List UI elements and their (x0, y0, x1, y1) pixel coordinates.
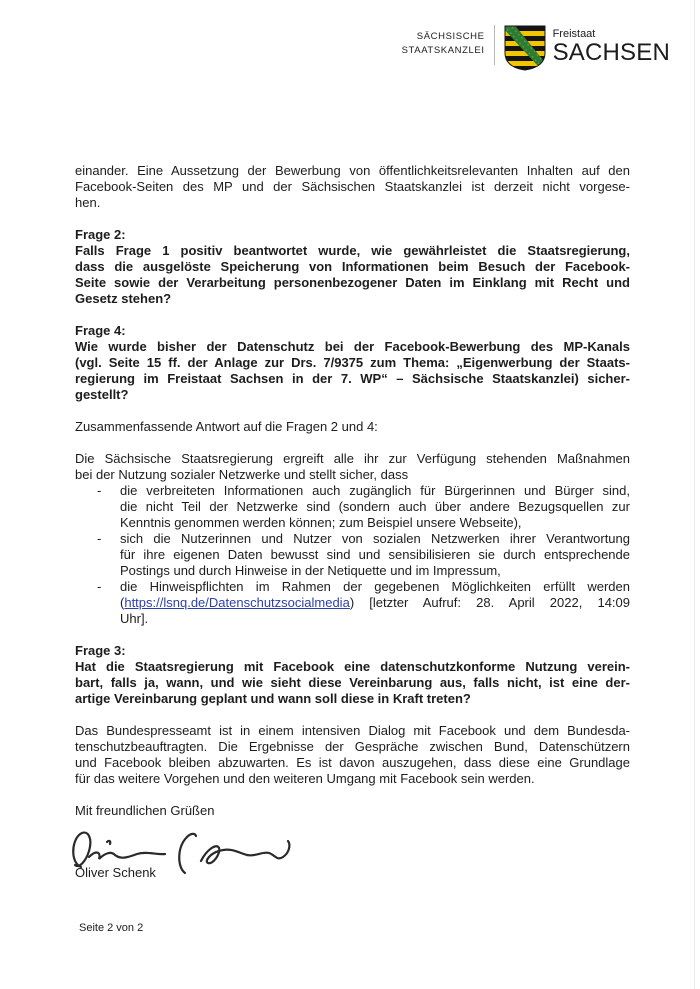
question-2-block (75, 227, 630, 307)
link-suffix: ) [letzter Aufruf: 28. April 2022, 14:09 (349, 595, 630, 610)
bullet-1-text: die verbreiteten Informationen auch zugänglich für Bürgerinnen und Bürger sind, die nicht Teil der Netzwerke sind (sondern auch über andere Bezugsquellen zur Kenntnis genommen werden können; zum Beispiel unsere Webseite), (120, 483, 630, 530)
bullet-dash: - (97, 579, 102, 594)
list-item (75, 483, 630, 531)
scan-edge-artifact (694, 0, 695, 989)
agency-line1: SÄCHSISCHE (416, 31, 485, 42)
question-4-block (75, 323, 630, 403)
question-4-heading: Frage 4: (75, 323, 126, 338)
bullet-dash: - (97, 531, 102, 546)
agency-name (402, 25, 494, 58)
bullet-dash: - (97, 483, 102, 498)
answer-intro: Die Sächsische Staatsregierung ergreift alle ihr zur Verfügung stehenden Maßnahmen bei der Nutzung sozialer Netzwerke und stellt sicher, dass (75, 451, 630, 482)
page-number: Seite 2 von 2 (79, 922, 144, 934)
signature-block (75, 827, 630, 881)
datenschutz-link[interactable]: https://lsnq.de/Datenschutzsocialmedia (124, 595, 350, 610)
state-brand (553, 25, 670, 65)
letterhead (402, 25, 670, 71)
question-4-text: Wie wurde bisher der Datenschutz bei der Facebook-Bewerbung des MP-Kanals (vgl. Seite 15 ff. der Anlage zur Drs. 7/9375 zum Thema: „Eigenwerbung der Staats- regierung im Freistaat Sachsen in der 7. WP“ – Sächsische Staatskanzlei) sicher- gestellt? (75, 339, 630, 402)
bullet-3-line1: die Hinweispflichten im Rahmen der gegebenen Möglichkeiten erfüllt werden (120, 579, 630, 594)
agency-line2: STAATSKANZLEI (401, 45, 485, 56)
question-3-text: Hat die Staatsregierung mit Facebook eine datenschutzkonforme Nutzung verein- bart, falls ja, wann, und wie sieht diese Vereinbarung aus, falls nicht, ist eine der- artige Vereinbarung geplant und wann soll diese in Kraft treten? (75, 659, 630, 706)
answer-label: Zusammenfassende Antwort auf die Fragen 2 und 4: (75, 419, 378, 434)
state-brand-large: SACHSEN (552, 39, 670, 66)
list-item (75, 579, 630, 627)
saxony-coat-of-arms-icon (503, 25, 547, 71)
signer-name: Oliver Schenk (75, 865, 156, 880)
bullet-2-text: sich die Nutzerinnen und Nutzer von sozialen Netzwerken ihrer Verantwortung für ihre eigenen Daten bewusst sind und sensibilisieren sie durch entsprechende Postings und durch Hinweise in der Netiquette und im Impressum, (120, 531, 630, 578)
intro-paragraph: einander. Eine Aussetzung der Bewerbung von öffentlichkeitsrelevanten Inhalten auf den Facebook-Seiten des MP und der Sächsischen Staatskanzlei ist derzeit nicht vorgese- hen. (75, 163, 630, 210)
answer-bullet-list (75, 483, 630, 627)
bullet-3-line2 (120, 595, 630, 611)
letterhead-divider (494, 25, 495, 65)
bullet-3-line3: Uhr]. (120, 611, 149, 626)
question-2-heading: Frage 2: (75, 227, 126, 242)
link-prefix: ( (120, 595, 125, 610)
question-3-block (75, 643, 630, 707)
question-3-heading: Frage 3: (75, 643, 126, 658)
letter-body (75, 163, 630, 881)
closing-paragraph: Das Bundespresseamt ist in einem intensiven Dialog mit Facebook und dem Bundesda- tenschutzbeauftragten. Die Ergebnisse der Gespräche zwischen Bund, Datenschützern und Facebook bleiben abzuwarten. Es ist davon auszugehen, dass diese eine Grundlage für das weitere Vorgehen und den weiteren Umgang mit Facebook sein werden. (75, 723, 630, 786)
state-brand-small: Freistaat (552, 28, 596, 40)
bullet-3-text (120, 579, 630, 627)
question-2-text: Falls Frage 1 positiv beantwortet wurde, wie gewährleistet die Staatsregierung, dass die ausgelöste Speicherung von Informationen beim Besuch der Facebook- Seite sowie der Verarbeitung personenbezogener Daten im Einklang mit Recht und Gesetz stehen? (75, 243, 630, 306)
list-item (75, 531, 630, 579)
salutation: Mit freundlichen Grüßen (75, 803, 215, 818)
